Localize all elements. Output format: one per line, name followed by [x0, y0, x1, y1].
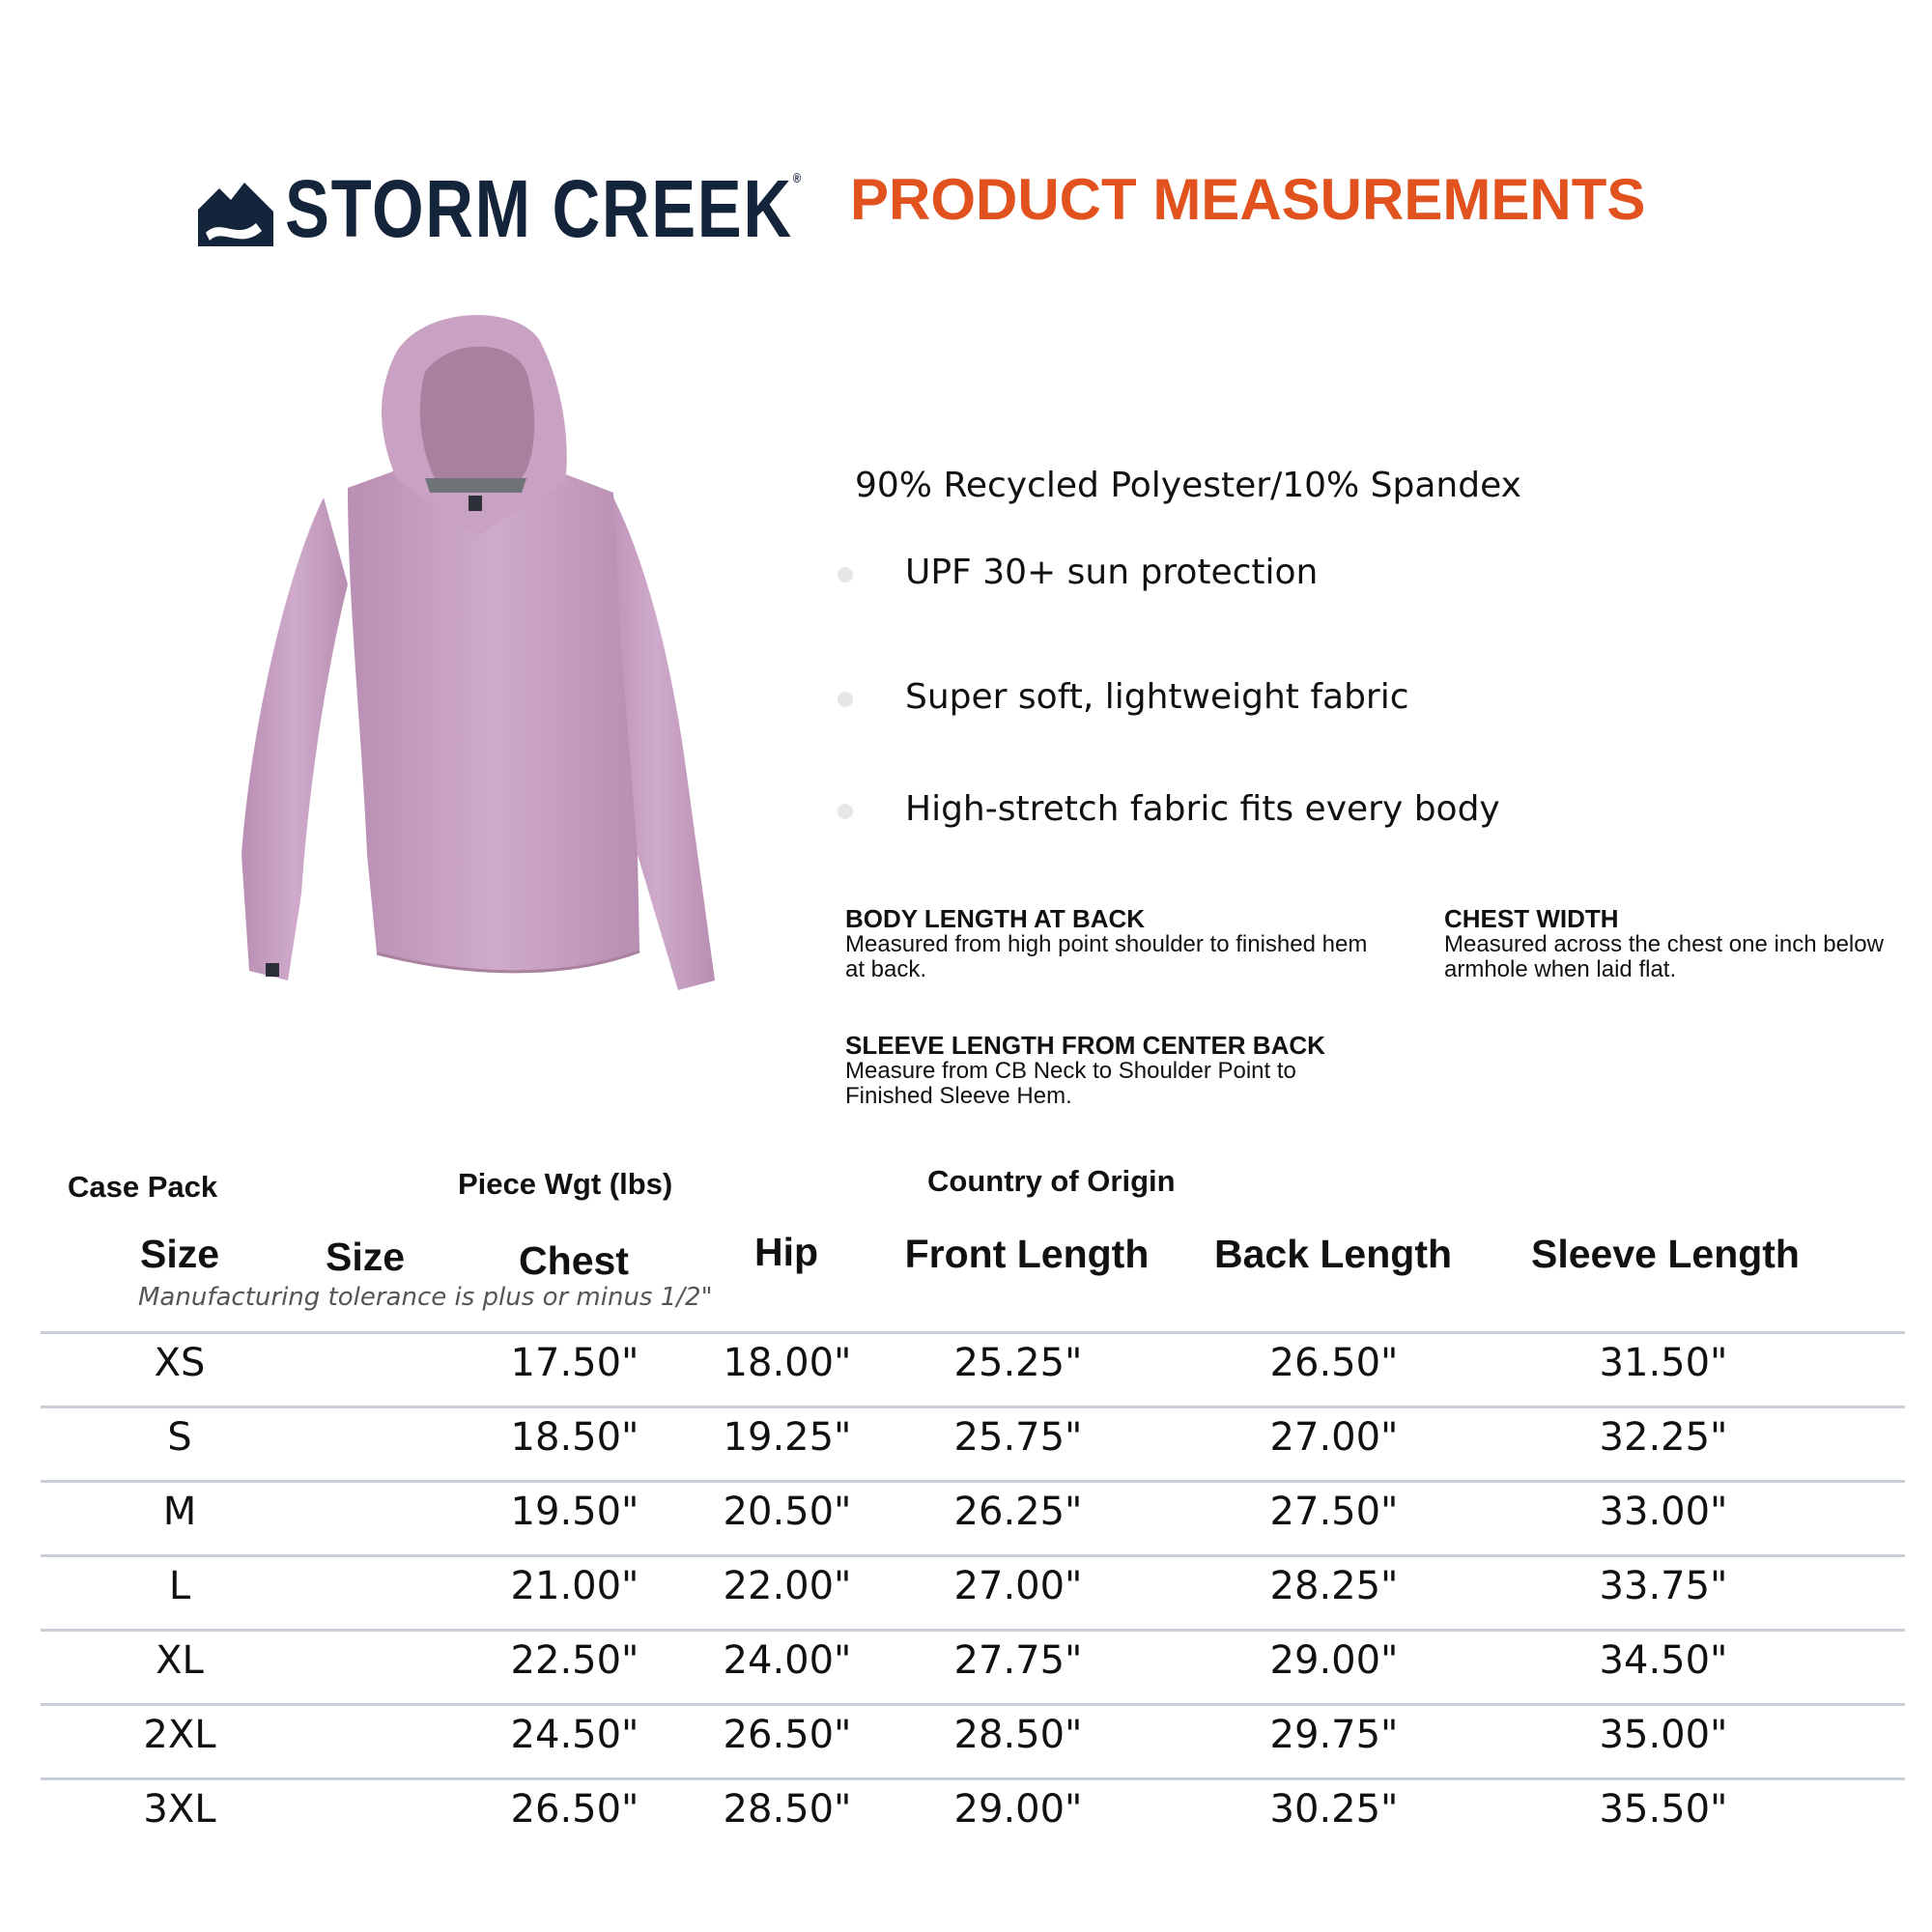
table-row	[41, 1406, 1905, 1480]
table-row	[41, 1777, 1905, 1852]
cell-sleeve-length: 35.50"	[1599, 1787, 1728, 1832]
row-divider	[41, 1703, 1905, 1706]
feature-text: UPF 30+ sun protection	[905, 553, 1319, 592]
column-header-back-length: Back Length	[1213, 1232, 1453, 1276]
cell-chest: 18.50"	[510, 1415, 639, 1460]
cell-size: L	[168, 1564, 191, 1608]
cell-chest: 21.00"	[510, 1564, 639, 1608]
cell-sleeve-length: 34.50"	[1599, 1638, 1728, 1683]
column-header-chest: Chest	[519, 1238, 629, 1283]
cell-front-length: 25.25"	[953, 1341, 1083, 1385]
table-row	[41, 1703, 1905, 1777]
cell-size: 3XL	[143, 1787, 216, 1832]
row-divider	[41, 1629, 1905, 1632]
cell-chest: 24.50"	[510, 1713, 639, 1757]
cell-chest: 17.50"	[510, 1341, 639, 1385]
cell-hip: 20.50"	[723, 1490, 852, 1534]
cell-back-length: 26.50"	[1269, 1341, 1399, 1385]
cell-front-length: 29.00"	[953, 1787, 1083, 1832]
definition-title: BODY LENGTH AT BACK	[845, 904, 1146, 933]
definition-description: Measured across the chest one inch below armhole when laid flat.	[1444, 931, 1884, 982]
country-of-origin-label: Country of Origin	[927, 1164, 1176, 1198]
bullet-icon	[838, 692, 853, 707]
tolerance-note: Manufacturing tolerance is plus or minus 1/2"	[138, 1283, 713, 1312]
row-divider	[41, 1331, 1905, 1334]
column-header-size-2: Size	[325, 1235, 406, 1279]
cell-back-length: 27.00"	[1269, 1415, 1399, 1460]
column-header-hip: Hip	[753, 1230, 819, 1274]
definition-sleeve-length	[845, 1032, 1386, 1109]
table-row	[41, 1480, 1905, 1554]
cell-hip: 26.50"	[723, 1713, 852, 1757]
row-divider	[41, 1777, 1905, 1780]
case-pack-label: Case Pack	[68, 1170, 218, 1204]
cell-back-length: 29.00"	[1269, 1638, 1399, 1683]
cell-back-length: 29.75"	[1269, 1713, 1399, 1757]
cell-size: S	[167, 1415, 192, 1460]
cell-sleeve-length: 33.75"	[1599, 1564, 1728, 1608]
bullet-icon	[838, 804, 853, 819]
cell-sleeve-length: 33.00"	[1599, 1490, 1728, 1534]
definition-title: CHEST WIDTH	[1444, 904, 1619, 933]
cell-sleeve-length: 35.00"	[1599, 1713, 1728, 1757]
cell-front-length: 25.75"	[953, 1415, 1083, 1460]
feature-text: Super soft, lightweight fabric	[905, 677, 1409, 717]
cell-front-length: 26.25"	[953, 1490, 1083, 1534]
cell-back-length: 30.25"	[1269, 1787, 1399, 1832]
brand-logo	[198, 162, 917, 256]
cell-hip: 28.50"	[723, 1787, 852, 1832]
cell-size: XS	[154, 1341, 206, 1385]
cell-chest: 19.50"	[510, 1490, 639, 1534]
row-divider	[41, 1406, 1905, 1408]
cell-hip: 18.00"	[723, 1341, 852, 1385]
definition-description: Measured from high point shoulder to finished hem at back.	[845, 931, 1368, 982]
column-header-size: Size	[139, 1232, 220, 1276]
cell-sleeve-length: 32.25"	[1599, 1415, 1728, 1460]
bullet-icon	[838, 567, 853, 582]
cell-chest: 22.50"	[510, 1638, 639, 1683]
fabric-composition: 90% Recycled Polyester/10% Spandex	[855, 466, 1521, 505]
cell-back-length: 28.25"	[1269, 1564, 1399, 1608]
definition-description: Measure from CB Neck to Shoulder Point to Finished Sleeve Hem.	[845, 1058, 1296, 1109]
piece-weight-label: Piece Wgt (lbs)	[458, 1167, 673, 1201]
definition-title: SLEEVE LENGTH FROM CENTER BACK	[845, 1031, 1325, 1060]
column-header-front-length: Front Length	[904, 1232, 1150, 1276]
brand-name: STORM CREEK®	[285, 163, 803, 254]
cell-front-length: 27.00"	[953, 1564, 1083, 1608]
table-row	[41, 1554, 1905, 1629]
definition-body-length	[845, 905, 1386, 982]
cell-size: 2XL	[143, 1713, 216, 1757]
cell-back-length: 27.50"	[1269, 1490, 1399, 1534]
definition-chest-width	[1444, 905, 1889, 982]
cell-size: M	[162, 1490, 197, 1534]
cell-front-length: 28.50"	[953, 1713, 1083, 1757]
column-header-sleeve-length: Sleeve Length	[1531, 1232, 1800, 1276]
cell-hip: 24.00"	[723, 1638, 852, 1683]
cell-hip: 19.25"	[723, 1415, 852, 1460]
mountain-logo-icon	[198, 173, 273, 246]
cell-size: XL	[156, 1638, 204, 1683]
row-divider	[41, 1554, 1905, 1557]
feature-text: High-stretch fabric fits every body	[905, 789, 1500, 829]
cell-chest: 26.50"	[510, 1787, 639, 1832]
cell-front-length: 27.75"	[953, 1638, 1083, 1683]
cell-sleeve-length: 31.50"	[1599, 1341, 1728, 1385]
table-row	[41, 1629, 1905, 1703]
row-divider	[41, 1480, 1905, 1483]
table-row	[41, 1331, 1905, 1406]
hooded-long-sleeve-shirt-icon	[232, 314, 734, 1009]
cell-hip: 22.00"	[723, 1564, 852, 1608]
page-title: PRODUCT MEASUREMENTS	[850, 167, 1646, 232]
